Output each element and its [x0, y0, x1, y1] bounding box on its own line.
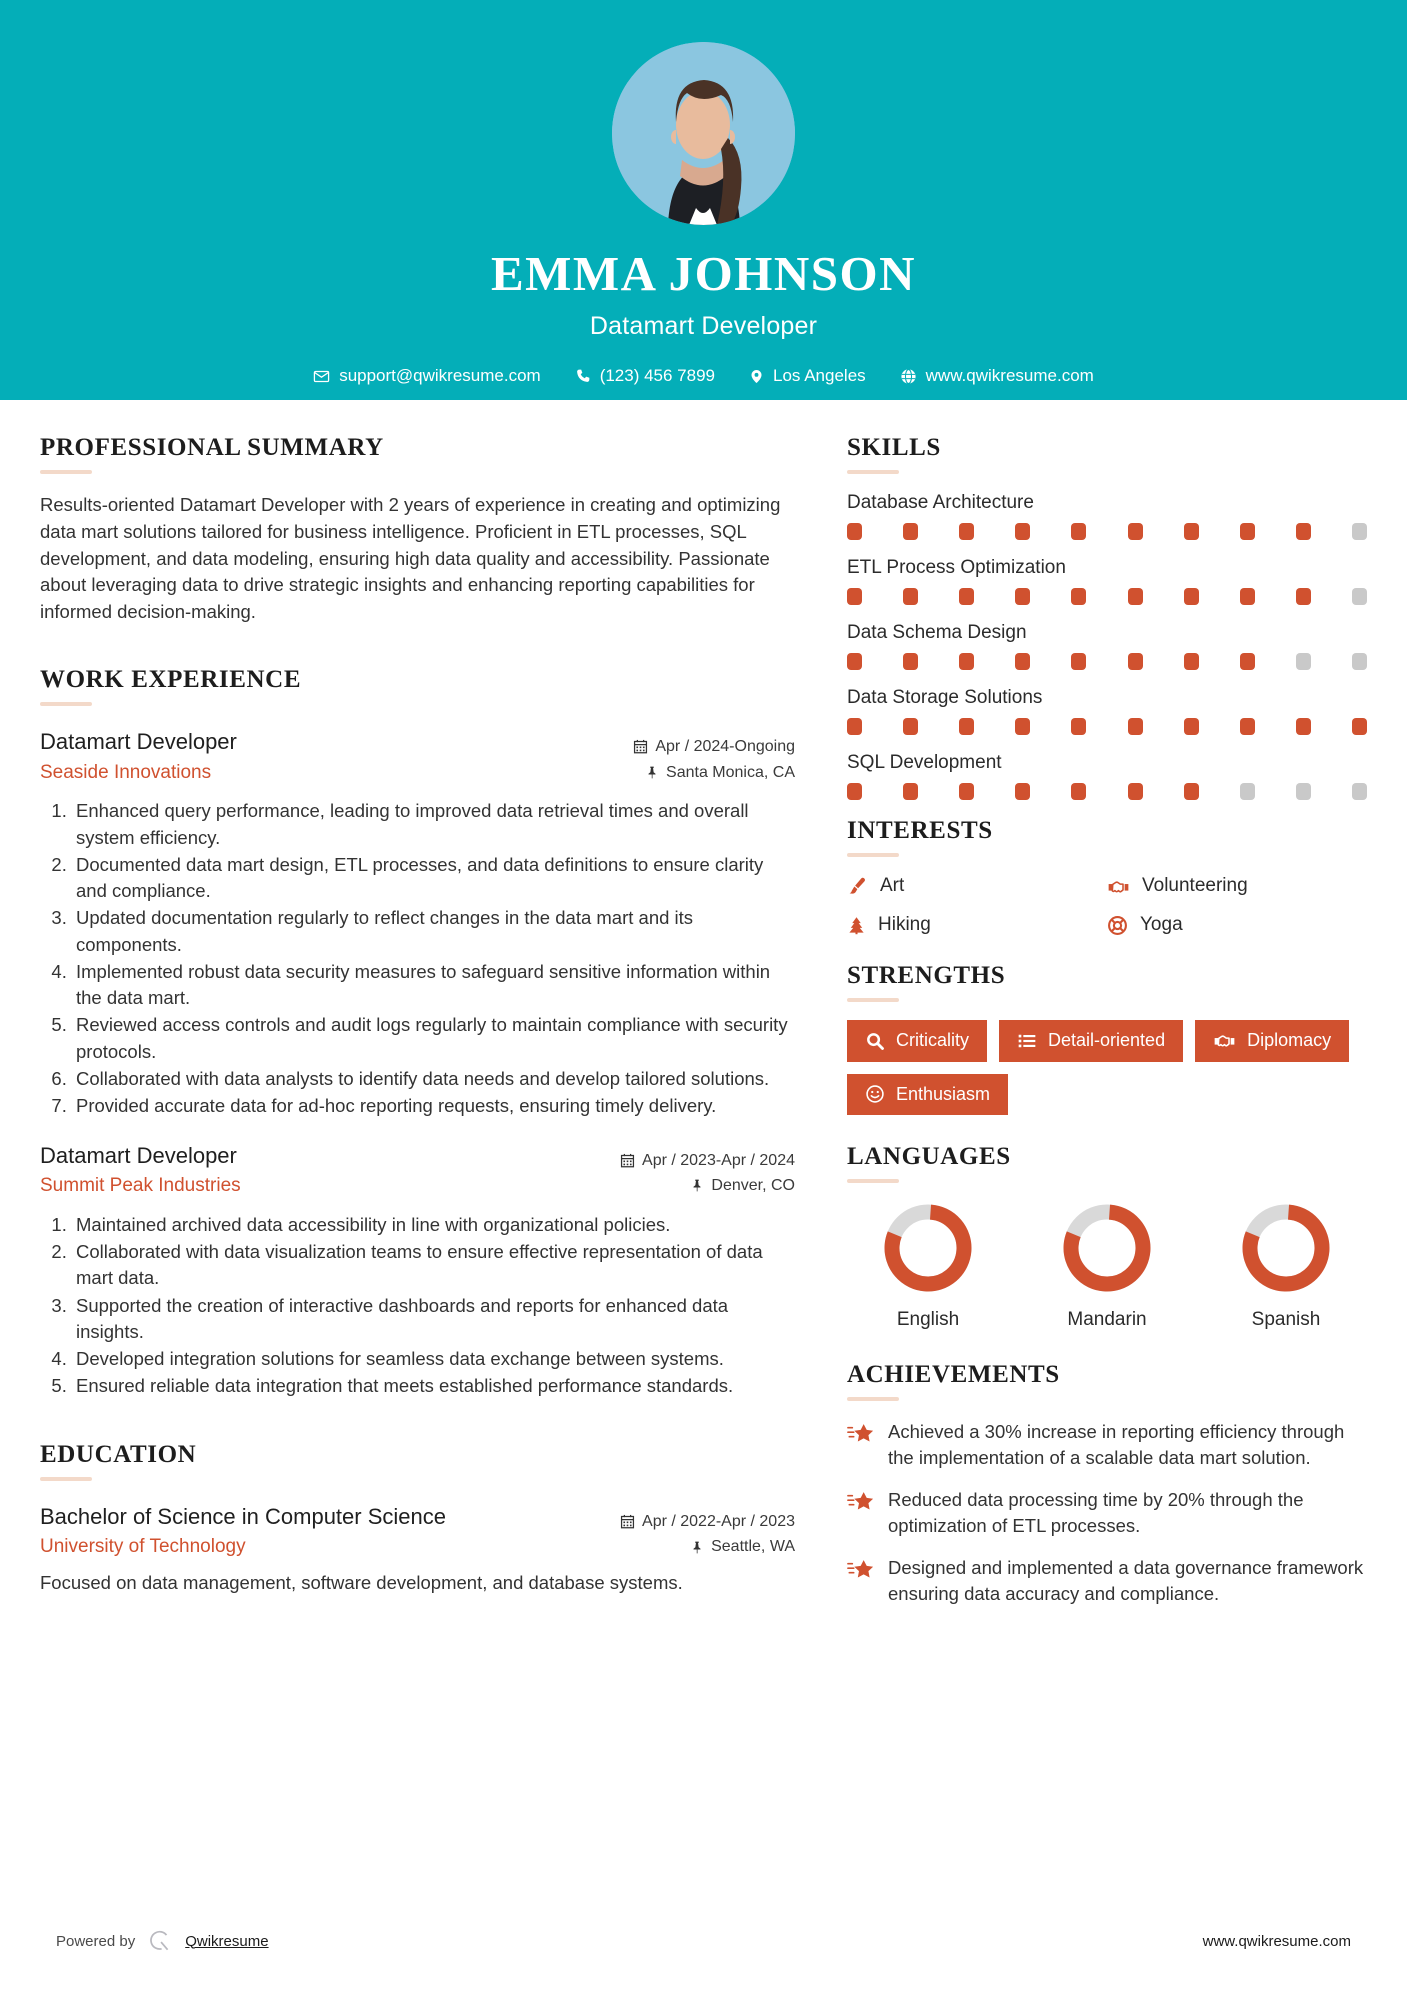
strength-chip[interactable]	[847, 1020, 987, 1062]
skill-item	[847, 752, 1367, 800]
responsibility-item: 1. Enhanced query performance, leading to improved data retrieval times and overall system efficiency.	[72, 798, 795, 851]
skill-dot	[1240, 653, 1255, 670]
entry-date	[583, 1148, 795, 1174]
skill-dot	[1296, 588, 1311, 605]
interest-item	[1107, 914, 1367, 936]
skill-name: SQL Development	[847, 752, 1002, 773]
language-label: Mandarin	[1067, 1309, 1147, 1331]
responsibility-list	[40, 798, 795, 1119]
calendar-icon	[620, 1514, 635, 1529]
skill-dot	[959, 718, 974, 735]
entry-left	[40, 1503, 583, 1560]
footer-website[interactable]: www.qwikresume.com	[1202, 1932, 1351, 1950]
entry-right	[583, 728, 795, 785]
skill-item	[847, 557, 1367, 605]
smiley-icon	[865, 1084, 885, 1104]
language-donut-chart	[1239, 1201, 1333, 1295]
contact-phone-label: (123) 456 7899	[599, 366, 716, 385]
section-heading-strengths: STRENGTHS	[847, 962, 1006, 989]
skill-dot	[1128, 588, 1143, 605]
star-icon	[847, 1490, 874, 1514]
lifebuoy-icon	[1107, 915, 1128, 936]
language-label: Spanish	[1251, 1309, 1321, 1331]
contact-email[interactable]	[296, 366, 558, 386]
skill-dot	[1240, 588, 1255, 605]
education-description: Focused on data management, software development, and database systems.	[40, 1571, 683, 1593]
section-rule	[847, 853, 899, 857]
experience-entry	[40, 1142, 795, 1400]
entry-date-label: Apr / 2024-Ongoing	[655, 738, 795, 756]
skill-dot	[1184, 523, 1199, 540]
right-column	[835, 400, 1367, 1607]
skill-dot	[1240, 523, 1255, 540]
skill-dot	[1184, 588, 1199, 605]
skill-dot	[1015, 783, 1030, 800]
skill-rating	[847, 523, 1367, 540]
entry-location-label: Seattle, WA	[711, 1538, 795, 1556]
responsibility-item: 5. Ensured reliable data integration that meets established performance standards.	[72, 1373, 795, 1399]
section-rule	[40, 702, 92, 706]
interest-item	[1107, 875, 1367, 897]
entry-location	[583, 1534, 795, 1560]
skill-dot	[1015, 523, 1030, 540]
calendar-icon	[620, 1153, 635, 1168]
work-experience-section	[40, 666, 795, 1400]
experience-entry	[40, 1503, 795, 1597]
skill-dot	[1296, 783, 1311, 800]
paintbrush-icon	[847, 876, 868, 897]
achievements-list	[847, 1419, 1367, 1606]
star-icon	[847, 1558, 874, 1582]
skill-name: Data Schema Design	[847, 622, 1027, 643]
skill-dot	[1296, 718, 1311, 735]
entry-header	[40, 1142, 795, 1199]
page-title: EMMA JOHNSON	[491, 246, 916, 301]
section-heading-work: WORK EXPERIENCE	[40, 666, 302, 694]
skill-dot	[1128, 718, 1143, 735]
skill-dot	[959, 653, 974, 670]
language-donut-chart	[881, 1201, 975, 1295]
entry-date	[583, 734, 795, 760]
responsibility-item: 3. Updated documentation regularly to reflect changes in the data mart and its components.	[72, 905, 795, 958]
skill-item	[847, 687, 1367, 735]
skill-dot	[959, 523, 974, 540]
skill-dot	[1071, 523, 1086, 540]
skill-dot	[847, 523, 862, 540]
professional-summary-section	[40, 434, 795, 626]
star-icon	[847, 1422, 874, 1446]
language-label: English	[896, 1309, 960, 1331]
skill-dot	[1352, 653, 1367, 670]
work-entry-list	[40, 728, 795, 1400]
entry-organization: Summit Peak Industries	[40, 1175, 241, 1197]
strength-chip[interactable]	[999, 1020, 1183, 1062]
skill-dot	[847, 718, 862, 735]
achievement-text: Achieved a 30% increase in reporting efficiency through the implementation of a scalable data mart solution.	[888, 1421, 1345, 1469]
skill-dot	[903, 523, 918, 540]
left-column	[40, 400, 835, 1607]
section-heading-skills: SKILLS	[847, 434, 941, 461]
achievement-text: Designed and implemented a data governance framework ensuring data accuracy and compliance.	[888, 1556, 1364, 1604]
skill-dot	[1296, 653, 1311, 670]
list-icon	[1017, 1031, 1037, 1051]
handshake-icon	[1107, 876, 1130, 897]
section-rule	[847, 470, 899, 474]
skill-dot	[1128, 653, 1143, 670]
section-heading-interests: INTERESTS	[847, 817, 993, 844]
skill-dot	[847, 653, 862, 670]
entry-location	[583, 1173, 795, 1199]
skill-dot	[959, 588, 974, 605]
interest-label: Hiking	[878, 914, 931, 935]
skill-dot	[903, 653, 918, 670]
interest-item	[847, 914, 1107, 936]
contact-email-label: support@qwikresume.com	[339, 366, 541, 385]
section-rule	[40, 1477, 92, 1481]
education-section	[40, 1441, 795, 1597]
skill-dot	[1071, 783, 1086, 800]
pushpin-icon	[690, 1178, 704, 1193]
section-rule	[40, 470, 92, 474]
summary-text: Results-oriented Datamart Developer with 2 years of experience in creating and optimizing data mart solutions tailored for business intelligence. Proficient in ETL processes, SQL development, and data modeling, ensuring high data quality and accessibility. Passionate about leveraging data to drive strategic insights and enhancing reporting capabilities for informed decision-making.	[40, 494, 781, 623]
entry-date-label: Apr / 2023-Apr / 2024	[642, 1151, 795, 1169]
responsibility-item: 4. Developed integration solutions for seamless data exchange between systems.	[72, 1346, 795, 1372]
strength-label: Criticality	[896, 1030, 970, 1050]
skill-rating	[847, 588, 1367, 605]
skill-dot	[1128, 783, 1143, 800]
strength-label: Detail-oriented	[1048, 1030, 1166, 1050]
contact-website-label: www.qwikresume.com	[925, 366, 1094, 385]
responsibility-item: 3. Supported the creation of interactive dashboards and reports for enhanced data insights.	[72, 1293, 795, 1346]
resume-body	[0, 400, 1407, 1607]
skill-rating	[847, 718, 1367, 735]
achievement-item	[847, 1555, 1367, 1607]
achievement-item	[847, 1487, 1367, 1539]
responsibility-item: 7. Provided accurate data for ad-hoc reporting requests, ensuring timely delivery.	[72, 1093, 795, 1119]
languages-list	[847, 1201, 1367, 1331]
entry-header	[40, 728, 795, 785]
skills-list	[847, 492, 1367, 800]
language-item	[853, 1201, 1003, 1331]
section-heading-summary: PROFESSIONAL SUMMARY	[40, 434, 384, 461]
skill-name: Database Architecture	[847, 492, 1034, 513]
strength-chip[interactable]	[1195, 1020, 1349, 1062]
skills-section	[847, 434, 1367, 800]
skill-dot	[1240, 783, 1255, 800]
page-footer	[0, 1928, 1407, 1954]
section-rule	[847, 1397, 899, 1401]
skill-dot	[1071, 653, 1086, 670]
skill-dot	[1352, 588, 1367, 605]
skill-dot	[847, 783, 862, 800]
entry-title: Datamart Developer	[40, 1142, 237, 1168]
skill-dot	[1071, 718, 1086, 735]
skill-dot	[1352, 523, 1367, 540]
entry-organization: Seaside Innovations	[40, 761, 212, 783]
tree-icon	[847, 915, 866, 936]
entry-location	[583, 760, 795, 786]
responsibility-item: 5. Reviewed access controls and audit logs regularly to maintain compliance with security protocols.	[72, 1012, 795, 1065]
globe-icon	[900, 368, 917, 385]
skill-dot	[1015, 653, 1030, 670]
responsibility-item: 2. Collaborated with data visualization teams to ensure effective representation of data mart data.	[72, 1239, 795, 1292]
section-heading-education: EDUCATION	[40, 1440, 197, 1468]
entry-title: Datamart Developer	[40, 729, 237, 755]
languages-section	[847, 1143, 1367, 1331]
interest-label: Yoga	[1140, 914, 1183, 935]
interest-item	[847, 875, 1107, 897]
skill-dot	[1296, 523, 1311, 540]
achievements-section	[847, 1361, 1367, 1606]
skill-dot	[1240, 718, 1255, 735]
contact-phone[interactable]	[558, 366, 732, 386]
strength-label: Enthusiasm	[896, 1083, 991, 1104]
responsibility-item: 6. Collaborated with data analysts to identify data needs and develop tailored solutions.	[72, 1066, 795, 1092]
responsibility-item: 4. Implemented robust data security measures to safeguard sensitive information within the data mart.	[72, 959, 795, 1012]
avatar	[612, 42, 795, 225]
phone-icon	[575, 368, 591, 384]
strength-label: Diplomacy	[1247, 1030, 1332, 1050]
skill-dot	[1015, 588, 1030, 605]
responsibility-item: 1. Maintained archived data accessibility in line with organizational policies.	[72, 1212, 795, 1238]
responsibility-item: 2. Documented data mart design, ETL processes, and data definitions to ensure clarity and compliance.	[72, 852, 795, 905]
calendar-icon	[633, 739, 648, 754]
skill-item	[847, 622, 1367, 670]
skill-dot	[903, 588, 918, 605]
skill-name: ETL Process Optimization	[847, 557, 1066, 578]
handshake-icon	[1213, 1030, 1236, 1051]
interests-list	[847, 875, 1367, 936]
skill-dot	[1352, 783, 1367, 800]
entry-left	[40, 728, 583, 785]
skill-dot	[903, 718, 918, 735]
skill-dot	[959, 783, 974, 800]
strengths-section	[847, 962, 1367, 1115]
spacer	[40, 626, 795, 666]
section-rule	[847, 998, 899, 1002]
skill-dot	[903, 783, 918, 800]
skill-name: Data Storage Solutions	[847, 687, 1043, 708]
contact-website[interactable]	[883, 366, 1111, 386]
entry-location-label: Santa Monica, CA	[666, 763, 795, 781]
entry-header	[40, 1503, 795, 1560]
envelope-icon	[313, 368, 330, 385]
section-heading-achievements: ACHIEVEMENTS	[847, 1361, 1060, 1389]
map-pin-icon	[749, 368, 764, 385]
search-icon	[865, 1031, 885, 1051]
achievement-text: Reduced data processing time by 20% through the optimization of ETL processes.	[888, 1488, 1304, 1536]
skill-dot	[1015, 718, 1030, 735]
contact-location-label: Los Angeles	[773, 366, 866, 385]
language-donut-chart	[1060, 1201, 1154, 1295]
interest-label: Volunteering	[1142, 875, 1248, 896]
person-photo-icon	[612, 42, 795, 225]
brand-link[interactable]: Qwikresume	[185, 1932, 269, 1950]
powered-by-label: Powered by	[56, 1932, 136, 1950]
skill-rating	[847, 653, 1367, 670]
strength-chip[interactable]	[847, 1074, 1008, 1116]
strengths-list	[847, 1020, 1367, 1115]
section-heading-languages: LANGUAGES	[847, 1143, 1011, 1171]
entry-title: Bachelor of Science in Computer Science	[40, 1503, 446, 1529]
interest-label: Art	[880, 875, 905, 896]
entry-date-label: Apr / 2022-Apr / 2023	[642, 1512, 795, 1530]
skill-dot	[1184, 653, 1199, 670]
entry-organization: University of Technology	[40, 1536, 246, 1558]
entry-date	[583, 1509, 795, 1535]
spacer	[40, 1401, 795, 1441]
qwikresume-logo-icon	[147, 1928, 173, 1954]
skill-dot	[1184, 718, 1199, 735]
skill-dot	[1071, 588, 1086, 605]
entry-right	[583, 1503, 795, 1560]
entry-left	[40, 1142, 583, 1199]
pushpin-icon	[690, 1540, 704, 1555]
skill-rating	[847, 783, 1367, 800]
skill-dot	[1128, 523, 1143, 540]
contact-bar	[296, 366, 1111, 386]
skill-dot	[1184, 783, 1199, 800]
experience-entry	[40, 728, 795, 1119]
language-item	[1211, 1201, 1361, 1331]
achievement-item	[847, 1419, 1367, 1471]
pushpin-icon	[645, 765, 659, 780]
entry-location-label: Denver, CO	[711, 1177, 795, 1195]
skill-dot	[1352, 718, 1367, 735]
skill-item	[847, 492, 1367, 540]
education-entry-list	[40, 1503, 795, 1597]
contact-location[interactable]	[732, 366, 883, 386]
responsibility-list	[40, 1212, 795, 1400]
section-rule	[847, 1179, 899, 1183]
skill-dot	[847, 588, 862, 605]
job-role: Datamart Developer	[589, 312, 818, 340]
interests-section	[847, 817, 1367, 936]
entry-right	[583, 1142, 795, 1199]
resume-header	[0, 0, 1407, 400]
powered-by	[56, 1928, 269, 1954]
language-item	[1032, 1201, 1182, 1331]
